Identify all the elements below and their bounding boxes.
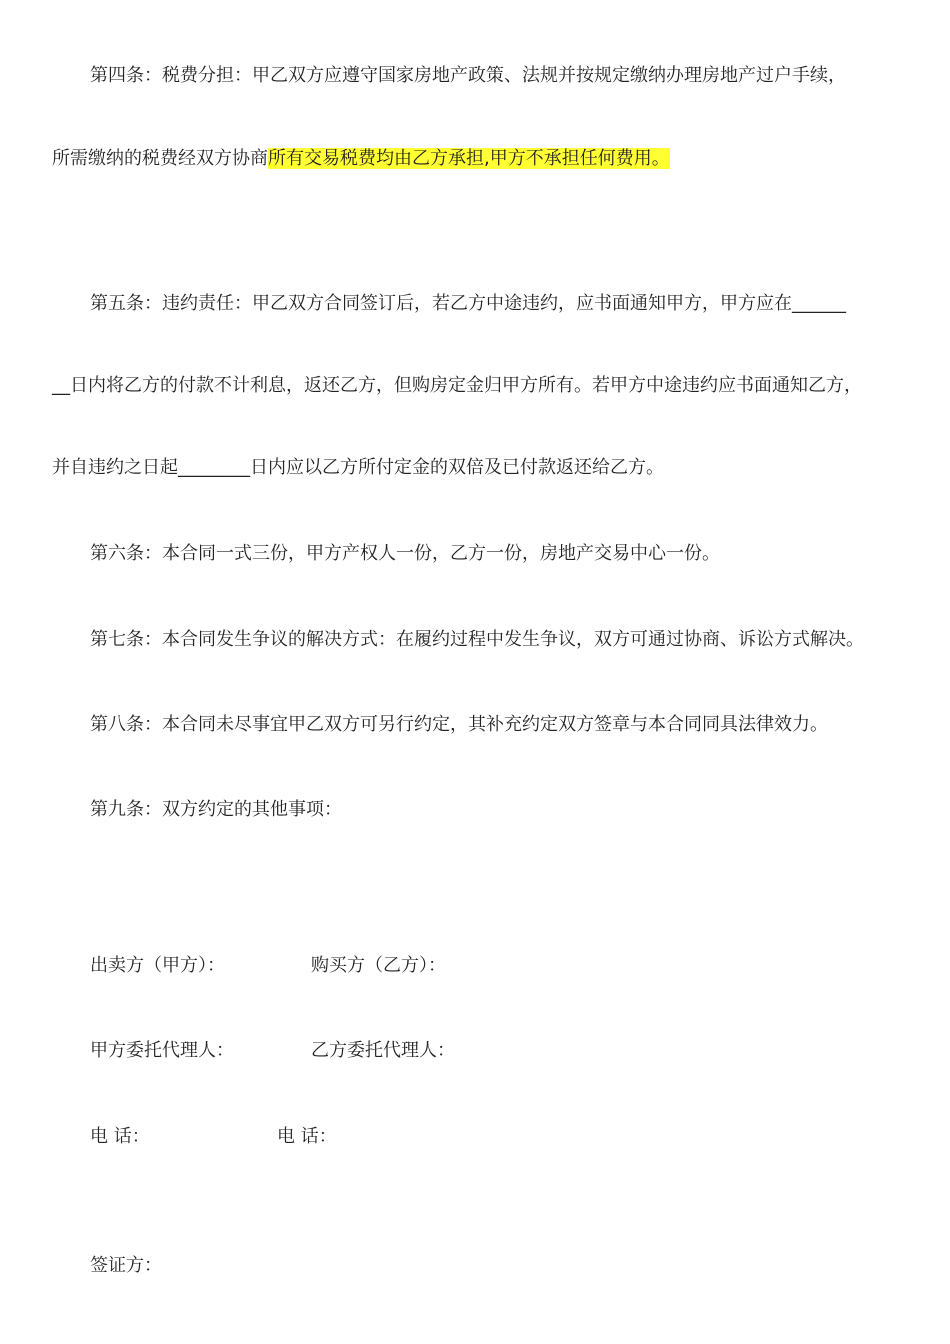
notary-label: 签证方： — [90, 1255, 162, 1276]
article-4-line-2 — [52, 147, 670, 171]
article-5-line-3: 并自违约之日起________日内应以乙方所付定金的双倍及已付款返还给乙方。 — [52, 457, 664, 478]
seller-phone-label: 电 话： — [90, 1126, 150, 1147]
buyer-label: 购买方（乙方）： — [311, 955, 446, 976]
article-5-line-1: 第五条：违约责任：甲乙双方合同签订后，若乙方中途违约，应书面通知甲方，甲方应在______ — [90, 293, 846, 314]
buyer-agent-label: 乙方委托代理人： — [311, 1040, 455, 1061]
article-7: 第七条：本合同发生争议的解决方式：在履约过程中发生争议，双方可通过协商、诉讼方式解决。 — [90, 629, 864, 650]
article-6: 第六条：本合同一式三份，甲方产权人一份，乙方一份，房地产交易中心一份。 — [90, 543, 720, 564]
article-4-highlighted-text: 所有交易税费均由乙方承担,甲方不承担任何费用。 — [268, 148, 670, 169]
article-5-line-2: __日内将乙方的付款不计利息，返还乙方，但购房定金归甲方所有。若甲方中途违约应书面通知乙方， — [52, 375, 862, 396]
article-9: 第九条：双方约定的其他事项： — [90, 799, 342, 820]
seller-label: 出卖方（甲方）： — [90, 955, 225, 976]
article-4-line-1: 第四条：税费分担：甲乙双方应遵守国家房地产政策、法规并按规定缴纳办理房地产过户手续， — [90, 65, 846, 86]
seller-agent-label: 甲方委托代理人： — [90, 1040, 234, 1061]
buyer-phone-label: 电 话： — [277, 1126, 337, 1147]
article-8: 第八条：本合同未尽事宜甲乙双方可另行约定，其补充约定双方签章与本合同同具法律效力。 — [90, 714, 828, 735]
article-4-line-2-text: 所需缴纳的税费经双方协商 — [52, 148, 268, 169]
